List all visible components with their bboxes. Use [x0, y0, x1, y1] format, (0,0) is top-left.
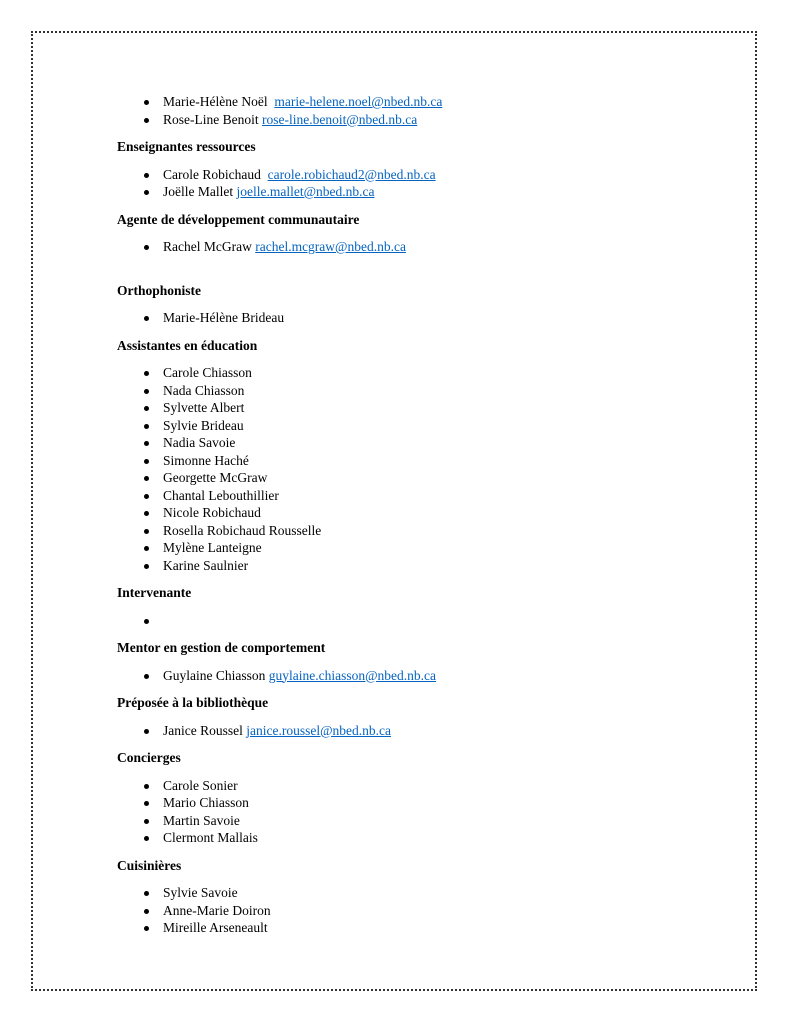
section-heading: Orthophoniste	[117, 282, 202, 298]
bullet-list	[117, 884, 717, 937]
bullet-list	[117, 364, 717, 574]
bullet-icon	[144, 819, 149, 824]
bullet-icon	[144, 784, 149, 789]
section-spacer	[117, 574, 717, 584]
list-item	[117, 309, 717, 327]
bullet-icon	[144, 118, 149, 123]
email-link[interactable]: janice.roussel@nbed.nb.ca	[246, 722, 392, 738]
staff-name: Martin Savoie	[163, 812, 240, 828]
section-heading: Agente de développement communautaire	[117, 211, 360, 227]
email-link[interactable]: guylaine.chiasson@nbed.nb.ca	[268, 667, 437, 683]
bullet-list	[117, 667, 717, 685]
staff-name: Georgette McGraw	[163, 470, 268, 485]
list-item	[117, 522, 717, 540]
list-item	[117, 166, 717, 184]
bullet-icon	[144, 406, 149, 411]
bullet-icon	[144, 619, 149, 624]
email-link[interactable]: carole.robichaud2@nbed.nb.ca	[267, 166, 436, 182]
section-spacer	[117, 327, 717, 337]
section	[117, 639, 717, 694]
list-item	[117, 829, 717, 847]
section	[117, 93, 717, 138]
bullet-icon	[144, 476, 149, 481]
bullet-list	[117, 612, 717, 630]
section	[117, 337, 717, 585]
bullet-icon	[144, 546, 149, 551]
bullet-icon	[144, 836, 149, 841]
section-spacer	[117, 201, 717, 211]
email-link[interactable]: marie-helene.noel@nbed.nb.ca	[274, 94, 443, 109]
staff-name: Joëlle Mallet	[163, 184, 234, 199]
list-item	[117, 884, 717, 902]
bullet-icon	[144, 173, 149, 178]
bullet-icon	[144, 891, 149, 896]
section-heading: Intervenante	[117, 585, 192, 600]
section-spacer	[117, 739, 717, 749]
bullet-list	[117, 166, 717, 201]
section	[117, 282, 717, 337]
staff-name: Nada Chiasson	[163, 382, 245, 398]
bullet-icon	[144, 926, 149, 931]
list-item	[117, 399, 717, 417]
section-spacer	[117, 128, 717, 138]
bullet-icon	[144, 190, 149, 195]
bullet-list	[117, 93, 717, 128]
list-item	[117, 111, 717, 129]
staff-name: Carole Chiasson	[163, 365, 252, 380]
list-item	[117, 504, 717, 522]
list-item	[117, 238, 717, 256]
staff-list-document	[117, 93, 717, 947]
bullet-icon	[144, 389, 149, 394]
bullet-icon	[144, 801, 149, 806]
list-item	[117, 452, 717, 470]
section	[117, 749, 717, 857]
section-spacer	[117, 629, 717, 639]
bullet-icon	[144, 729, 149, 734]
bullet-icon	[144, 674, 149, 679]
list-item	[117, 539, 717, 557]
bullet-list	[117, 309, 717, 327]
list-item	[117, 812, 717, 830]
section-spacer	[117, 256, 717, 266]
bullet-icon	[144, 511, 149, 516]
staff-name: Sylvie Brideau	[163, 417, 244, 433]
bullet-list	[117, 777, 717, 847]
list-item	[117, 722, 717, 740]
section	[117, 857, 717, 947]
staff-name: Nicole Robichaud	[163, 505, 261, 520]
list-item	[117, 183, 717, 201]
section	[117, 211, 717, 266]
bullet-icon	[144, 459, 149, 464]
bullet-icon	[144, 529, 149, 534]
list-item	[117, 417, 717, 435]
email-link[interactable]: rose-line.benoit@nbed.nb.ca	[261, 111, 418, 127]
staff-name: Karine Saulnier	[163, 557, 249, 573]
list-item	[117, 382, 717, 400]
staff-name: Marie-Hélène Noël	[163, 94, 271, 109]
staff-name: Mireille Arseneault	[163, 920, 268, 935]
list-item	[117, 434, 717, 452]
section-heading: Préposée à la bibliothèque	[117, 695, 269, 710]
staff-name: Sylvie Savoie	[163, 885, 238, 900]
email-link[interactable]: joelle.mallet@nbed.nb.ca	[236, 184, 375, 199]
list-item	[117, 612, 717, 630]
section-heading: Concierges	[117, 750, 181, 765]
list-item	[117, 93, 717, 111]
section	[117, 694, 717, 749]
bullet-icon	[144, 100, 149, 105]
bullet-icon	[144, 424, 149, 429]
staff-name: Rosella Robichaud Rousselle	[163, 522, 322, 538]
staff-name: Chantal Lebouthillier	[163, 487, 279, 503]
staff-name: Carole Robichaud	[163, 166, 265, 182]
list-item	[117, 794, 717, 812]
section-spacer	[117, 847, 717, 857]
bullet-icon	[144, 564, 149, 569]
section	[117, 138, 717, 211]
list-item	[117, 487, 717, 505]
bullet-icon	[144, 316, 149, 321]
bullet-list	[117, 722, 717, 740]
list-item	[117, 777, 717, 795]
section	[117, 584, 717, 639]
section-heading: Mentor en gestion de comportement	[117, 640, 326, 655]
staff-name: Carole Sonier	[163, 777, 238, 793]
staff-name: Rachel McGraw	[163, 239, 252, 254]
staff-name: Rose-Line Benoit	[163, 111, 259, 127]
section-spacer	[117, 684, 717, 694]
list-item	[117, 557, 717, 575]
staff-name: Guylaine Chiasson	[163, 667, 266, 683]
bullet-icon	[144, 441, 149, 446]
staff-name: Marie-Hélène Brideau	[163, 310, 285, 325]
section-heading: Cuisinières	[117, 857, 182, 873]
bullet-icon	[144, 494, 149, 499]
bullet-icon	[144, 371, 149, 376]
section-heading: Enseignantes ressources	[117, 139, 256, 154]
staff-name: Anne-Marie Doiron	[163, 902, 271, 918]
section-heading: Assistantes en éducation	[117, 337, 258, 353]
staff-name: Clermont Mallais	[163, 830, 258, 845]
list-item	[117, 667, 717, 685]
bullet-icon	[144, 245, 149, 250]
list-item	[117, 902, 717, 920]
list-item	[117, 469, 717, 487]
list-item	[117, 919, 717, 937]
email-link[interactable]: rachel.mcgraw@nbed.nb.ca	[255, 239, 406, 254]
staff-name: Nadia Savoie	[163, 435, 236, 450]
staff-name: Simonne Haché	[163, 452, 249, 468]
staff-name: Mario Chiasson	[163, 795, 249, 810]
staff-name: Sylvette Albert	[163, 400, 245, 415]
staff-name: Janice Roussel	[163, 722, 243, 738]
section-spacer	[117, 937, 717, 947]
bullet-icon	[144, 909, 149, 914]
staff-name: Mylène Lanteigne	[163, 540, 262, 555]
list-item	[117, 364, 717, 382]
bullet-list	[117, 238, 717, 256]
